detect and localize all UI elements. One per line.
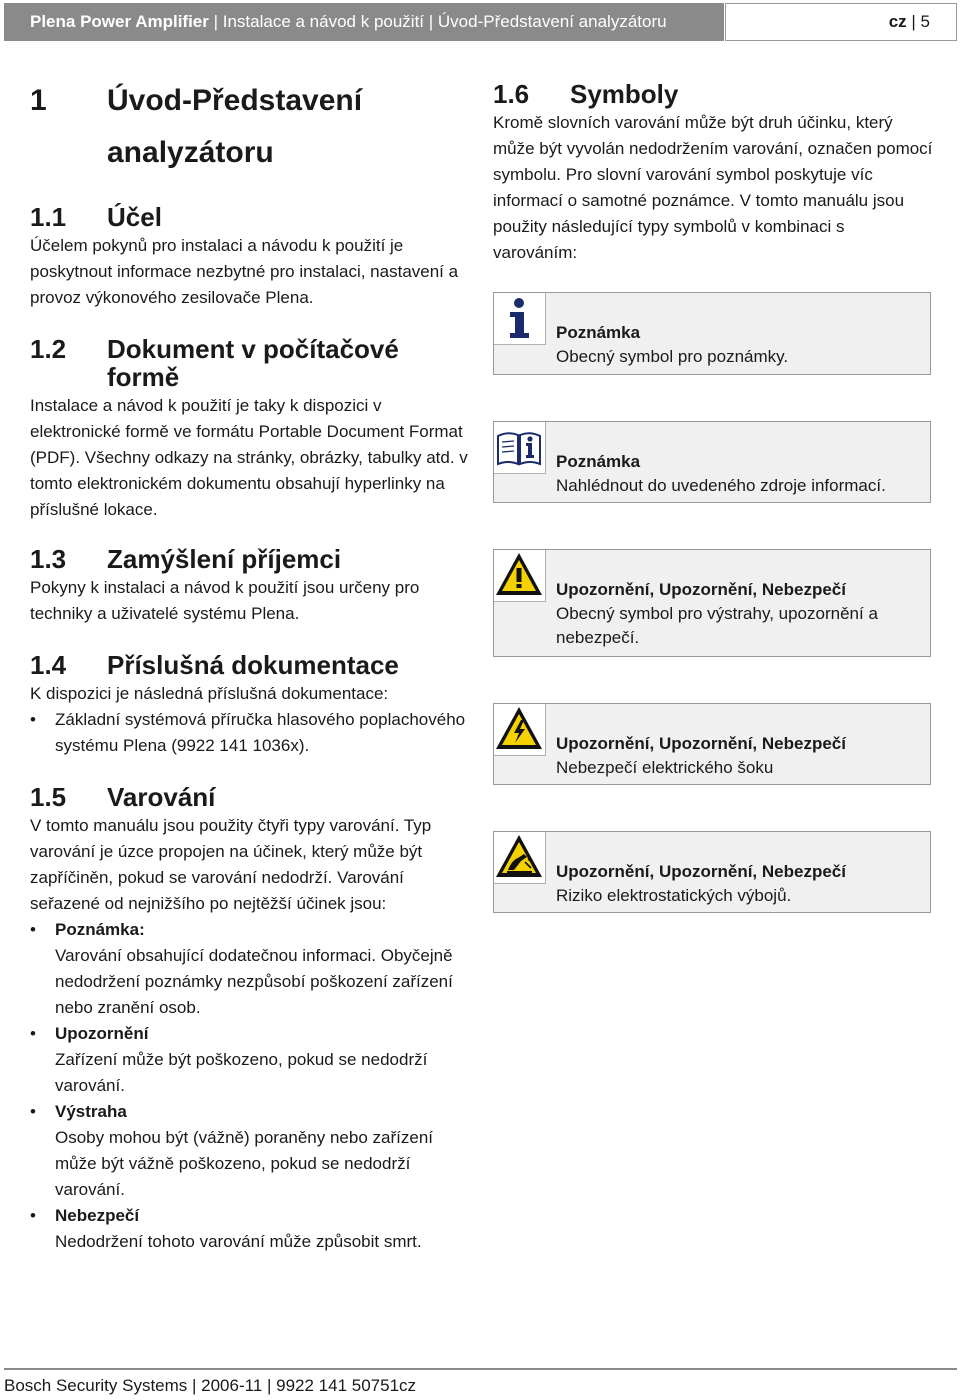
section-number: 1.2: [30, 334, 67, 364]
section-title: Dokument v počítačové formě: [107, 334, 399, 392]
symbol-description: Obecný symbol pro výstrahy, upozornění a nebezpečí.: [556, 604, 878, 647]
list-item-text: Zařízení může být poškozeno, pokud se nedodrží varování.: [55, 1050, 428, 1095]
list-item-text: Varování obsahující dodatečnou informaci. Obyčejně nedodržení poznámky nezpůsobí poškození zařízení nebo zranění osob.: [55, 946, 453, 1017]
header-rest: | Instalace a návod k použití | Úvod-Představení analyzátoru: [208, 12, 667, 31]
section-body: V tomto manuálu jsou použity čtyři typy varování. Typ varování je úzce propojen na účinek, který může být zapříčiněn, pokud se varování nedodrží. Varování seřazené od nejnižšího po nejtěžší účinek jsou:: [30, 816, 432, 913]
section-body: Instalace a návod k použití je taky k dispozici v elektronické formě ve formátu Portable Document Format (PDF). Všechny odkazy na stránky, obrázky, tabulky atd. v tomto elektronickém dokumentu obsahují hyperlinky na příslušné lokace.: [30, 396, 468, 519]
header-product: Plena Power Amplifier: [30, 12, 209, 31]
list-item: [30, 1099, 470, 1203]
symbol-box-electric-shock: [493, 703, 931, 785]
section-1-2: [30, 335, 470, 523]
list-item-text: Nedodržení tohoto varování může způsobit smrt.: [55, 1232, 422, 1251]
section-heading: [30, 545, 470, 573]
list-item: • Základní systémová příručka hlasového poplachového systému Plena (9922 141 1036x).: [30, 707, 470, 759]
chapter-title-line2: analyzátoru: [107, 136, 274, 169]
header-separator: |: [906, 12, 921, 31]
symbol-text: [556, 321, 922, 369]
symbol-text: [556, 860, 922, 908]
symbol-title: Upozornění, Upozornění, Nebezpečí: [556, 734, 846, 753]
section-title: Účel: [107, 202, 162, 232]
symbol-title: Poznámka: [556, 323, 641, 342]
section-number: 1.3: [30, 544, 67, 574]
book-info-icon: [494, 422, 546, 474]
symbol-box-electrostatic: [493, 831, 931, 913]
right-column: [493, 80, 933, 266]
left-column: [30, 75, 470, 1255]
section-1-3: [30, 545, 470, 627]
symbol-text: [556, 578, 922, 650]
section-title: Zamýšlení příjemci: [107, 544, 342, 574]
section-number: 1.5: [30, 782, 67, 812]
list-item: [30, 917, 470, 1021]
electric-shock-icon: [494, 704, 546, 756]
symbol-description: Nebezpečí elektrického šoku: [556, 758, 774, 777]
section-heading: [30, 783, 470, 811]
symbol-title: Upozornění, Upozornění, Nebezpečí: [556, 580, 846, 599]
warning-types-list: [30, 917, 470, 1255]
section-1-5: [30, 783, 470, 1255]
chapter-heading: [30, 75, 470, 179]
list-item: [30, 1203, 470, 1255]
section-title: Varování: [107, 782, 216, 812]
symbol-text: [556, 450, 922, 498]
list-item-title: • Poznámka:: [55, 920, 145, 939]
section-body: Kromě slovních varování může být druh účinku, který může být vyvolán nedodržením varování, označen pomocí symbolu. Pro slovní varování symbol poskytuje víc informací o samotné poznámce. V tomto manuálu jsou použity následující typy symbolů v kombinaci s varováním:: [493, 113, 933, 262]
section-title: Symboly: [570, 79, 679, 109]
symbol-description: Nahlédnout do uvedeného zdroje informací.: [556, 476, 886, 495]
symbol-text: [556, 732, 922, 780]
info-icon: [494, 293, 546, 345]
symbol-title: Upozornění, Upozornění, Nebezpečí: [556, 862, 846, 881]
section-body: K dispozici je následná příslušná dokumentace:: [30, 684, 389, 703]
section-heading: [30, 335, 470, 391]
section-heading: [30, 203, 470, 231]
header-lang: cz: [888, 12, 907, 31]
section-1-4: [30, 651, 470, 759]
section-body: Pokyny k instalaci a návod k použití jsou určeny pro techniky a uživatelé systému Plena.: [30, 578, 420, 623]
symbol-box-general-warning: [493, 549, 931, 657]
warning-triangle-icon: [494, 550, 546, 602]
section-heading: [30, 651, 470, 679]
list-item-title: • Upozornění: [55, 1024, 149, 1043]
page-footer: Bosch Security Systems | 2006-11 | 9922 141 50751cz: [4, 1376, 417, 1395]
symbol-title: Poznámka: [556, 452, 641, 471]
section-title: Příslušná dokumentace: [107, 650, 399, 680]
section-body: Účelem pokynů pro instalaci a návodu k použití je poskytnout informace nezbytné pro instalaci, nastavení a provoz výkonového zesilovače Plena.: [30, 236, 459, 307]
chapter-title: [107, 75, 362, 179]
symbol-box-note: [493, 292, 931, 375]
section-number: 1.4: [30, 650, 67, 680]
header-page: 5: [920, 12, 930, 31]
symbol-description: Obecný symbol pro poznámky.: [556, 347, 789, 366]
footer-divider: [4, 1368, 957, 1370]
list-item-title: • Výstraha: [55, 1102, 127, 1121]
chapter-number: 1: [30, 84, 47, 117]
symbol-box-reference: [493, 421, 931, 503]
section-number: 1.1: [30, 202, 67, 232]
section-number: 1.6: [493, 79, 530, 109]
section-1-1: [30, 203, 470, 311]
section-heading: [493, 80, 933, 108]
page-header-title: [4, 3, 724, 41]
chapter-title-line1: Úvod-Představení: [107, 84, 363, 117]
list-item-text: Osoby mohou být (vážně) poraněny nebo zařízení může být vážně poškozeno, pokud se nedodrží varování.: [55, 1128, 433, 1199]
related-docs-list: [30, 707, 470, 759]
list-item: [30, 1021, 470, 1099]
symbol-description: Riziko elektrostatických výbojů.: [556, 886, 792, 905]
electrostatic-icon: [494, 832, 546, 884]
list-item-title: • Nebezpečí: [55, 1206, 140, 1225]
page-header-number: [725, 3, 957, 41]
